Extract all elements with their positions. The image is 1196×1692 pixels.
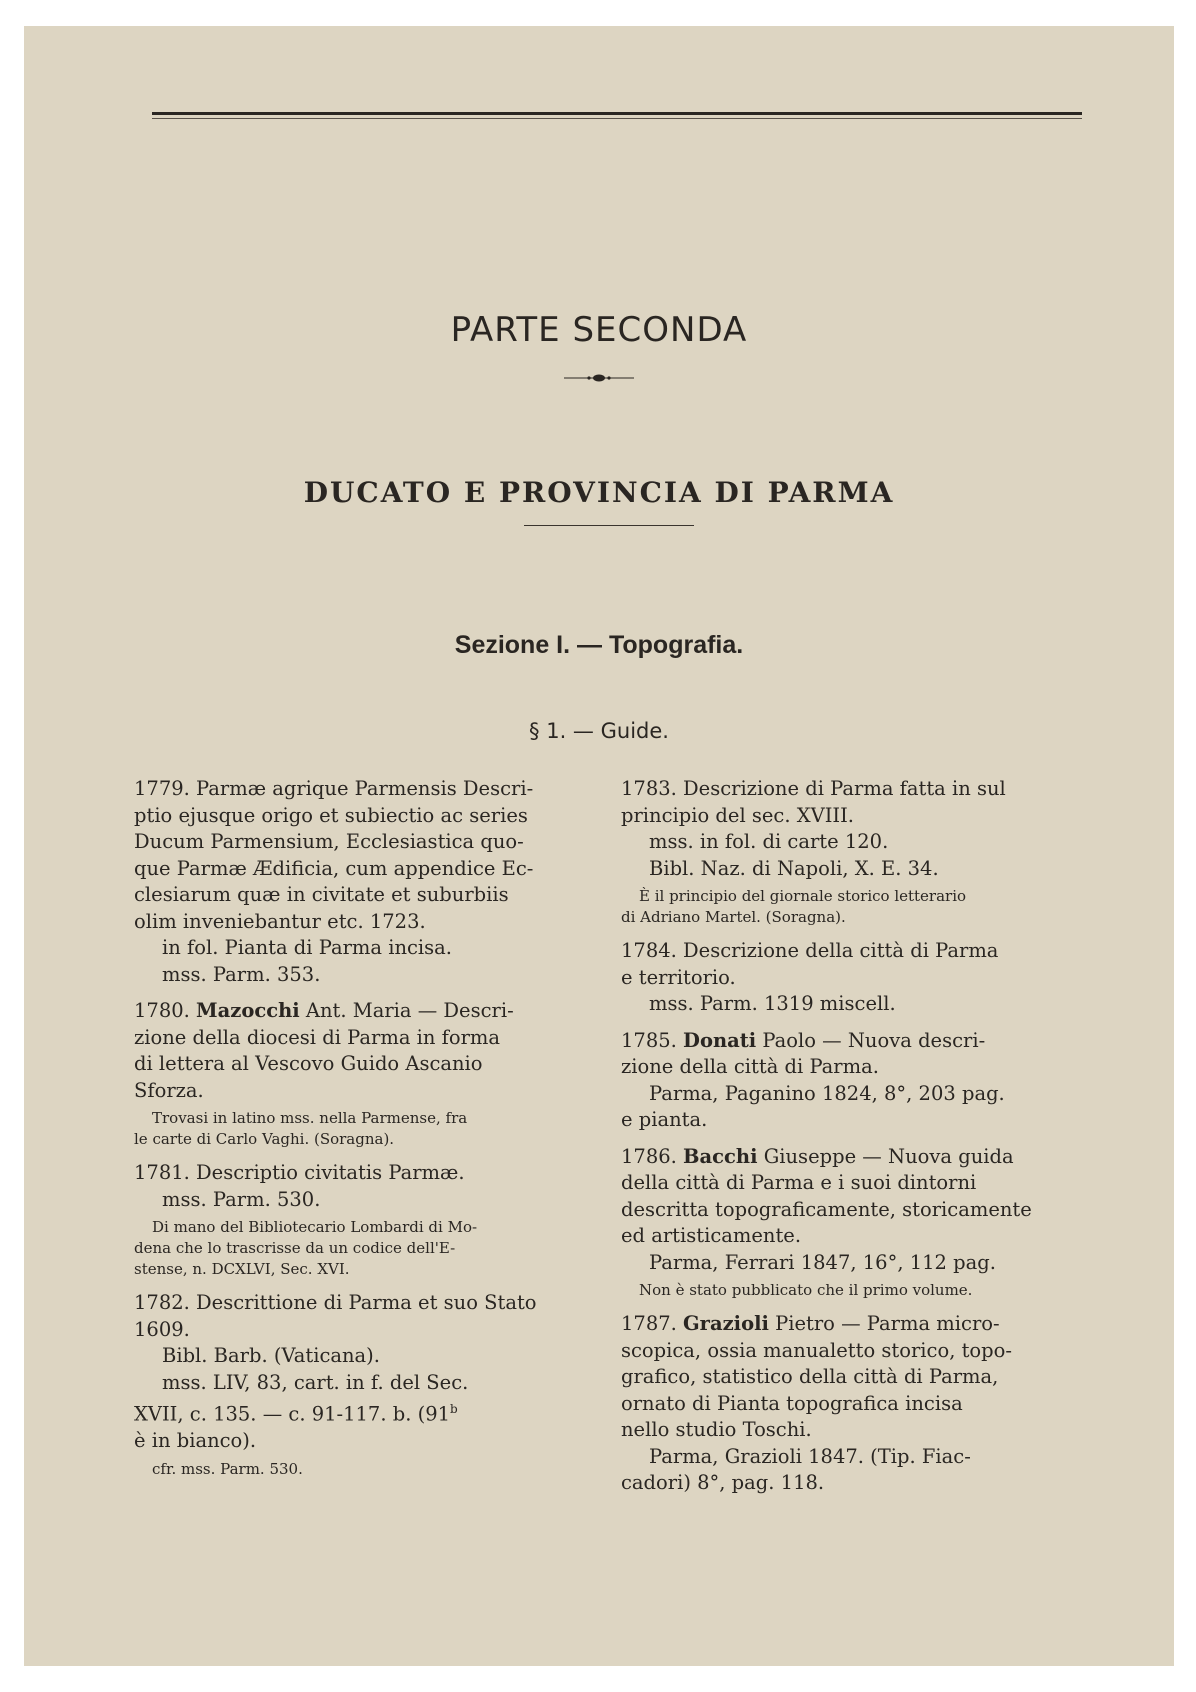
entry-manuscript: mss. Parm. 353. <box>162 962 321 986</box>
note-line: le carte di Carlo Vaghi. (Soragna). <box>134 1130 395 1148</box>
book-page <box>24 26 1174 1666</box>
entry-number: 1787. <box>621 1312 677 1335</box>
entry-1787 <box>621 1311 1051 1497</box>
entry-author: Grazioli <box>683 1312 769 1335</box>
entry-1784 <box>621 938 1051 1018</box>
entry-title-start: Giuseppe — Nuova guida <box>763 1144 1014 1168</box>
entry-line: della città di Parma e i suoi dintorni <box>621 1171 977 1194</box>
entry-title-start: Ant. Maria — Descri- <box>305 999 514 1022</box>
part-title: PARTE SECONDA <box>450 310 748 350</box>
top-rule-thin <box>152 118 1082 119</box>
entry-line: scopica, ossia manualetto storico, topo- <box>621 1338 1012 1362</box>
entry-line: grafico, statistico della città di Parma, <box>621 1365 999 1388</box>
entry-title-start: Paolo — Nuova descri- <box>762 1028 986 1052</box>
entry-publisher: Parma, Grazioli 1847. (Tip. Fiac- <box>649 1444 971 1468</box>
entry-line: 1779. Parmæ agrique Parmensis Descri- <box>134 777 534 800</box>
entry-line: zione della diocesi di Parma in forma <box>134 1025 501 1049</box>
entry-manuscript: mss. in fol. di carte 120. <box>649 830 889 853</box>
entry-note <box>134 1108 564 1150</box>
entry-line: 1609. <box>134 1317 190 1341</box>
note-line: Di mano del Bibliotecario Lombardi di Mo- <box>152 1218 478 1236</box>
top-rule <box>152 112 1082 115</box>
entry-publisher: Parma, Ferrari 1847, 16°, 112 pag. <box>649 1250 996 1274</box>
ornament-icon <box>564 373 634 383</box>
entry-line: ornato di Pianta topografica incisa <box>621 1391 963 1415</box>
entry-note <box>134 1217 564 1280</box>
note-line: stense, n. DCXLVI, Sec. XVI. <box>134 1260 350 1278</box>
note-line: È il principio del giornale storico letterario <box>639 887 967 905</box>
entry-crossref: cfr. mss. Parm. 530. <box>152 1459 303 1478</box>
note-line: Trovasi in latino mss. nella Parmense, fra <box>152 1109 468 1127</box>
entry-1786 <box>621 1144 1051 1302</box>
entry-line: ed artisticamente. <box>621 1224 802 1247</box>
entry-line: nello studio Toschi. <box>621 1418 812 1441</box>
entry-manuscript <box>134 1396 564 1428</box>
entry-line: olim inveniebantur etc. 1723. <box>134 909 426 933</box>
section-title: Sezione I. — Topografia. <box>454 631 744 659</box>
entry-manuscript: è in bianco). <box>134 1429 257 1452</box>
entry-line <box>134 998 564 1025</box>
entry-line: que Parmæ Ædificia, cum appendice Ec- <box>134 856 534 880</box>
note-line: dena che lo trascrisse da un codice dell'E- <box>134 1239 456 1257</box>
note-line: di Adriano Martel. (Soragna). <box>621 908 846 926</box>
entry-1780 <box>134 998 564 1150</box>
entry-library: Bibl. Barb. (Vaticana). <box>162 1344 380 1367</box>
entry-publisher: cadori) 8°, pag. 118. <box>621 1471 825 1494</box>
entry-line: 1782. Descrittione di Parma et suo Stato <box>134 1291 537 1314</box>
duchy-rule <box>524 525 694 526</box>
left-column <box>134 776 564 1490</box>
entry-title-start: Pietro — Parma micro- <box>775 1312 1000 1335</box>
superscript: b <box>450 1402 458 1416</box>
entry-1785 <box>621 1028 1051 1134</box>
entry-format: in fol. Pianta di Parma incisa. <box>162 936 452 959</box>
entry-author: Bacchi <box>683 1144 758 1168</box>
entry-library: Bibl. Naz. di Napoli, X. E. 34. <box>649 856 939 880</box>
entry-number: 1785. <box>621 1028 677 1052</box>
entry-note: Non è stato pubblicato che il primo volume. <box>639 1281 973 1299</box>
entry-author: Donati <box>683 1028 757 1052</box>
entry-line: 1781. Descriptio civitatis Parmæ. <box>134 1161 465 1184</box>
entry-line: principio del sec. XVIII. <box>621 803 855 827</box>
entry-line <box>621 1028 1051 1055</box>
entry-number: 1786. <box>621 1144 677 1168</box>
entry-1779 <box>134 776 564 988</box>
right-column <box>621 776 1051 1507</box>
entry-manuscript: mss. Parm. 1319 miscell. <box>649 992 896 1015</box>
entry-line: zione della città di Parma. <box>621 1055 879 1078</box>
entry-manuscript: mss. Parm. 530. <box>162 1187 321 1211</box>
entry-publisher: e pianta. <box>621 1108 708 1131</box>
entry-line: Ducum Parmensium, Ecclesiastica quo- <box>134 830 524 853</box>
entry-line <box>621 1144 1051 1171</box>
entry-1783 <box>621 776 1051 928</box>
entry-line: 1784. Descrizione della città di Parma <box>621 939 999 962</box>
entry-line: Sforza. <box>134 1078 204 1102</box>
subsection-title: § 1. — Guide. <box>529 719 669 743</box>
entry-1781 <box>134 1160 564 1280</box>
entry-note <box>621 886 1051 928</box>
entry-author: Mazocchi <box>196 999 300 1022</box>
entry-manuscript: mss. LIV, 83, cart. in f. del Sec. <box>162 1370 469 1394</box>
duchy-title: DUCATO E PROVINCIA DI PARMA <box>303 476 895 509</box>
entry-line: di lettera al Vescovo Guido Ascanio <box>134 1052 483 1075</box>
manuscript-pages: XVII, c. 135. — c. 91-117. b. (91 <box>134 1402 451 1426</box>
entry-1782 <box>134 1290 564 1480</box>
entry-line: e territorio. <box>621 965 736 989</box>
entry-line: 1783. Descrizione di Parma fatta in sul <box>621 777 1006 800</box>
entry-line <box>621 1311 1051 1338</box>
entry-line: clesiarum quæ in civitate et suburbiis <box>134 883 509 906</box>
entry-publisher: Parma, Paganino 1824, 8°, 203 pag. <box>649 1081 1005 1105</box>
entry-line: ptio ejusque origo et subiectio ac series <box>134 803 528 827</box>
entry-number: 1780. <box>134 999 190 1022</box>
entry-line: descritta topograficamente, storicamente <box>621 1197 1032 1221</box>
